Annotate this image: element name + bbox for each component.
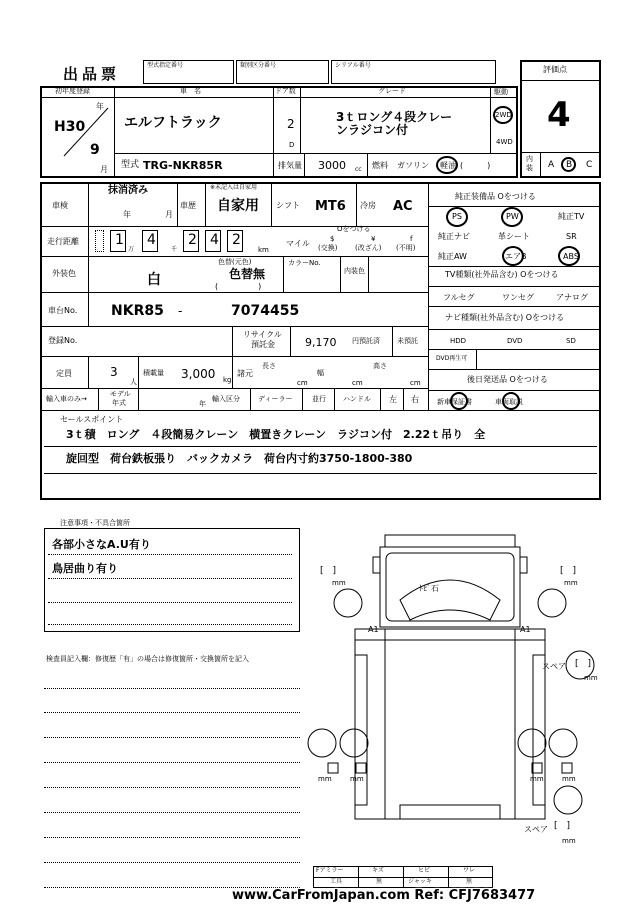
shift-label: シフト bbox=[276, 201, 300, 210]
first-reg-label: 初年度登録 bbox=[55, 87, 90, 95]
notes-line-1: 各部小さなA.U有り bbox=[52, 538, 151, 551]
model-value: TRG-NKR85R bbox=[143, 159, 223, 172]
usage-value: 自家用 bbox=[217, 198, 259, 214]
load-value: 3,000 bbox=[181, 367, 216, 381]
color-change-value: 色替無 bbox=[229, 267, 266, 281]
spare-front-label: スペア bbox=[542, 662, 566, 671]
legend-r1c2: キズ bbox=[372, 867, 384, 874]
chassis-number: 7074455 bbox=[231, 303, 300, 319]
interior-color-label: 内装色 bbox=[344, 267, 365, 275]
import-label: 輸入車のみ→ bbox=[46, 395, 87, 403]
spare-rear-label: スペア bbox=[524, 825, 548, 834]
after-manual-circle bbox=[502, 392, 520, 410]
reg-no-label: 登録No. bbox=[48, 336, 78, 345]
mileage-circle-note: Oをつける bbox=[337, 225, 371, 233]
recycle-unit: 円預託済 bbox=[352, 337, 380, 345]
mileage-digit-5: 2 bbox=[232, 232, 241, 248]
color-change-label: 色替(元色) bbox=[218, 258, 252, 266]
truck-diagram bbox=[300, 525, 600, 870]
dims-width-cm: cm bbox=[352, 379, 363, 387]
sales-line-1: 3ｔ積 ロング ４段簡易クレーン 横置きクレーン ラジコン付 2.22ｔ吊り 全 bbox=[66, 428, 486, 441]
rear-right-inner-mm: mm bbox=[530, 775, 544, 783]
drive-2wd-circle bbox=[493, 106, 513, 124]
equip-pw-circle bbox=[501, 207, 523, 227]
import-parallel[interactable]: 並行 bbox=[312, 395, 326, 403]
capacity-label: 定員 bbox=[56, 369, 72, 378]
first-reg-era-year: H30 bbox=[54, 119, 86, 135]
equip-ps[interactable]: PS bbox=[452, 212, 462, 221]
equip-tv[interactable]: 純正TV bbox=[558, 212, 585, 221]
import-kbn-label: 輸入区分 bbox=[212, 395, 240, 403]
equip-sr[interactable]: SR bbox=[566, 232, 577, 241]
import-year-unit: 年 bbox=[199, 400, 206, 408]
sales-label: セールスポイント bbox=[60, 415, 124, 424]
import-handle-label: ハンドル bbox=[343, 395, 371, 403]
import-dealer[interactable]: ディーラー bbox=[258, 395, 293, 403]
legend-r1c4: ワレ bbox=[463, 867, 476, 874]
inspection-label: 車検 bbox=[52, 201, 68, 210]
drive-label: 駆動 bbox=[494, 88, 508, 96]
displacement-label: 排気量 bbox=[278, 161, 302, 170]
recycle-status[interactable]: 未預託 bbox=[397, 337, 418, 345]
color-label: 外装色 bbox=[52, 269, 76, 278]
capacity-value: 3 bbox=[110, 365, 118, 379]
sales-line-2: 旋回型 荷台鉄板張り バックカメラ 荷台内寸約3750-1800-380 bbox=[66, 452, 413, 465]
equip-pw[interactable]: PW bbox=[506, 212, 519, 221]
equip-airbag[interactable]: エアB bbox=[505, 252, 527, 261]
equip-leather[interactable]: 革シート bbox=[498, 232, 530, 241]
mileage-digit-box-blank bbox=[95, 230, 104, 252]
chassis-dash: - bbox=[178, 304, 183, 318]
import-left[interactable]: 左 bbox=[389, 395, 397, 404]
import-right[interactable]: 右 bbox=[411, 395, 419, 404]
shift-value: MT6 bbox=[315, 199, 346, 214]
usage-note: ※未記入は自家用 bbox=[210, 184, 258, 191]
doors-label: ドア数 bbox=[275, 87, 296, 95]
color-no-label: カラーNo. bbox=[288, 259, 321, 267]
fuel-diesel[interactable]: 軽油 bbox=[440, 161, 456, 170]
fuel-other: ( ) bbox=[460, 161, 491, 170]
notes-label: 注意事項・不具合箇所 bbox=[60, 519, 130, 527]
mileage-opt3-sym: f bbox=[410, 235, 413, 243]
a1-right: A1 bbox=[520, 625, 531, 634]
mileage-digit-4: 4 bbox=[210, 232, 219, 248]
legend-r2c1: 工具 bbox=[330, 878, 343, 885]
after-title: 後日発送品 Oをつける bbox=[467, 375, 548, 384]
front-right-bracket: [ ] bbox=[560, 566, 577, 576]
color-change-paren: ( ) bbox=[215, 282, 262, 291]
fuel-label: 燃料 bbox=[372, 161, 388, 170]
chassis-label: 車台No. bbox=[48, 306, 78, 315]
date-slash bbox=[60, 104, 114, 160]
navi-sd[interactable]: SD bbox=[566, 337, 576, 345]
inspection-month-unit: 月 bbox=[165, 210, 173, 219]
equip-airbag-circle bbox=[502, 246, 524, 266]
mileage-tampered[interactable]: (改ざん) bbox=[355, 244, 382, 252]
mileage-unknown[interactable]: (不明) bbox=[396, 244, 416, 252]
after-warranty-circle bbox=[450, 392, 468, 410]
fuel-diesel-circle bbox=[436, 156, 458, 174]
grade-value-1: 3ｔロング４段クレー bbox=[336, 110, 453, 124]
mileage-label: 走行距離 bbox=[47, 237, 79, 246]
equip-navi[interactable]: 純正ナビ bbox=[438, 232, 470, 241]
front-right-mm: mm bbox=[564, 579, 578, 587]
spare-rear-mm: mm bbox=[562, 837, 576, 845]
navi-dvd[interactable]: DVD bbox=[507, 337, 523, 345]
fuel-gasoline[interactable]: ガソリン bbox=[397, 161, 429, 170]
equip-abs[interactable]: ABS bbox=[563, 252, 579, 261]
category-label: 類別区分番号 bbox=[240, 62, 277, 69]
dims-length-cm: cm bbox=[297, 379, 308, 387]
recycle-label: リサイクル bbox=[243, 330, 282, 339]
legend-r1c3: ヒビ bbox=[418, 867, 431, 874]
mileage-km: km bbox=[258, 246, 269, 254]
watermark: www.CarFromJapan.com Ref: CFJ7683477 bbox=[232, 888, 536, 903]
year-unit: 年 bbox=[96, 102, 104, 111]
recycle-value: 9,170 bbox=[305, 336, 337, 349]
equip-ps-circle bbox=[446, 207, 468, 227]
after-warranty[interactable]: 新車保証書 bbox=[437, 398, 472, 406]
car-name-value: エルフトラック bbox=[124, 115, 222, 131]
mileage-sen: 千 bbox=[171, 246, 178, 253]
spare-rear-bracket: [ ] bbox=[554, 821, 571, 831]
mileage-mile[interactable]: マイル bbox=[286, 239, 310, 248]
mileage-opt1-sym: $ bbox=[330, 235, 335, 243]
score-label: 評価点 bbox=[543, 65, 567, 74]
legend-r2c2: 無 bbox=[376, 878, 383, 885]
interior-c[interactable]: C bbox=[586, 160, 593, 170]
inspection-value: 抹消済み bbox=[108, 185, 148, 196]
color-value: 白 bbox=[147, 272, 161, 288]
rear-left-inner-mm: mm bbox=[350, 775, 364, 783]
load-unit: kg bbox=[223, 376, 232, 384]
month-unit: 月 bbox=[100, 165, 108, 174]
front-left-bracket: [ ] bbox=[320, 566, 337, 576]
equip-aw[interactable]: 純正AW bbox=[438, 252, 467, 261]
dims-length: 長さ bbox=[262, 362, 276, 370]
equip-title: 純正装備品 Oをつける bbox=[455, 192, 536, 201]
interior-label: 内 bbox=[526, 155, 533, 163]
inspector-label: 検査員記入欄：修復歴「有」の場合は修復箇所・交換箇所を記入 bbox=[46, 655, 249, 663]
score-value: 4 bbox=[547, 95, 571, 135]
legend-r1c1: Fアミラー bbox=[316, 867, 344, 874]
chassis-prefix: NKR85 bbox=[111, 303, 164, 319]
grade-value-2: ンラジコン付 bbox=[336, 123, 409, 137]
navi-dvd-play[interactable]: DVD再生可 bbox=[436, 355, 468, 362]
doors-suffix: D bbox=[289, 141, 295, 149]
displacement-value: 3000 bbox=[318, 159, 346, 172]
a1-left: A1 bbox=[368, 625, 379, 634]
after-manual[interactable]: 車両取説 bbox=[495, 398, 523, 406]
doors-value: 2 bbox=[287, 117, 295, 131]
car-name-label: 車 名 bbox=[180, 87, 201, 95]
dims-height-cm: cm bbox=[410, 379, 421, 387]
capacity-unit: 人 bbox=[130, 378, 137, 386]
first-reg-month: 9 bbox=[90, 142, 100, 158]
navi-title: ナビ種類(社外品含む) Oをつける bbox=[445, 313, 565, 322]
tv-oneseg[interactable]: ワンセグ bbox=[502, 293, 534, 302]
spare-front-mm: mm bbox=[584, 674, 598, 682]
model-label: 型式 bbox=[121, 160, 140, 170]
interior-b[interactable]: B bbox=[566, 160, 573, 170]
legend-r2c4: 無 bbox=[466, 878, 473, 885]
mileage-man: 万 bbox=[128, 246, 135, 253]
mileage-digit-3: 2 bbox=[188, 232, 197, 248]
cooling-label: 冷房 bbox=[360, 201, 376, 210]
drive-2wd[interactable]: 2WD bbox=[495, 111, 512, 119]
mileage-digit-1: 1 bbox=[115, 232, 124, 248]
mileage-exchanged[interactable]: (交換) bbox=[318, 244, 338, 252]
dims-label: 諸元 bbox=[237, 369, 253, 378]
legend-r2c3: ジャッキ bbox=[408, 878, 432, 885]
mileage-digit-2: 4 bbox=[147, 232, 156, 248]
model-cert-label: 型式指定番号 bbox=[147, 62, 184, 69]
inspection-year-unit: 年 bbox=[123, 210, 131, 219]
cooling-value: AC bbox=[393, 199, 413, 214]
notes-line-2: 鳥居曲り有り bbox=[52, 562, 118, 575]
spare-front-bracket: [ ] bbox=[575, 659, 592, 669]
interior-label-2: 装 bbox=[526, 164, 533, 172]
front-left-mm: mm bbox=[332, 579, 346, 587]
navi-hdd[interactable]: HDD bbox=[450, 337, 467, 345]
import-model-year: モデル bbox=[110, 390, 131, 398]
document-title: 出品票 bbox=[63, 65, 121, 83]
tv-analog[interactable]: アナログ bbox=[556, 293, 588, 302]
usage-label: 車歴 bbox=[180, 201, 196, 210]
tv-fullseg[interactable]: フルセグ bbox=[443, 293, 475, 302]
dims-width: 幅 bbox=[317, 369, 324, 377]
grade-label: グレード bbox=[378, 87, 406, 95]
rear-left-outer-mm: mm bbox=[318, 775, 332, 783]
windshield-note: ﾄﾋﾞ石 bbox=[419, 584, 439, 593]
rear-right-outer-mm: mm bbox=[562, 775, 576, 783]
equip-abs-circle bbox=[558, 246, 580, 266]
dims-height: 高さ bbox=[373, 362, 387, 370]
mileage-opt2-sym: ¥ bbox=[371, 235, 376, 243]
load-label: 積載量 bbox=[143, 369, 164, 377]
interior-b-circle bbox=[561, 157, 576, 172]
interior-a[interactable]: A bbox=[548, 160, 555, 170]
displacement-unit: cc bbox=[355, 166, 362, 173]
drive-4wd[interactable]: 4WD bbox=[496, 138, 513, 146]
serial-label: シリアル番号 bbox=[335, 62, 371, 69]
recycle-label-2: 預託金 bbox=[251, 340, 275, 349]
import-model-year-2: 年式 bbox=[112, 399, 126, 407]
tv-title: TV種類(社外品含む) Oをつける bbox=[445, 270, 559, 279]
